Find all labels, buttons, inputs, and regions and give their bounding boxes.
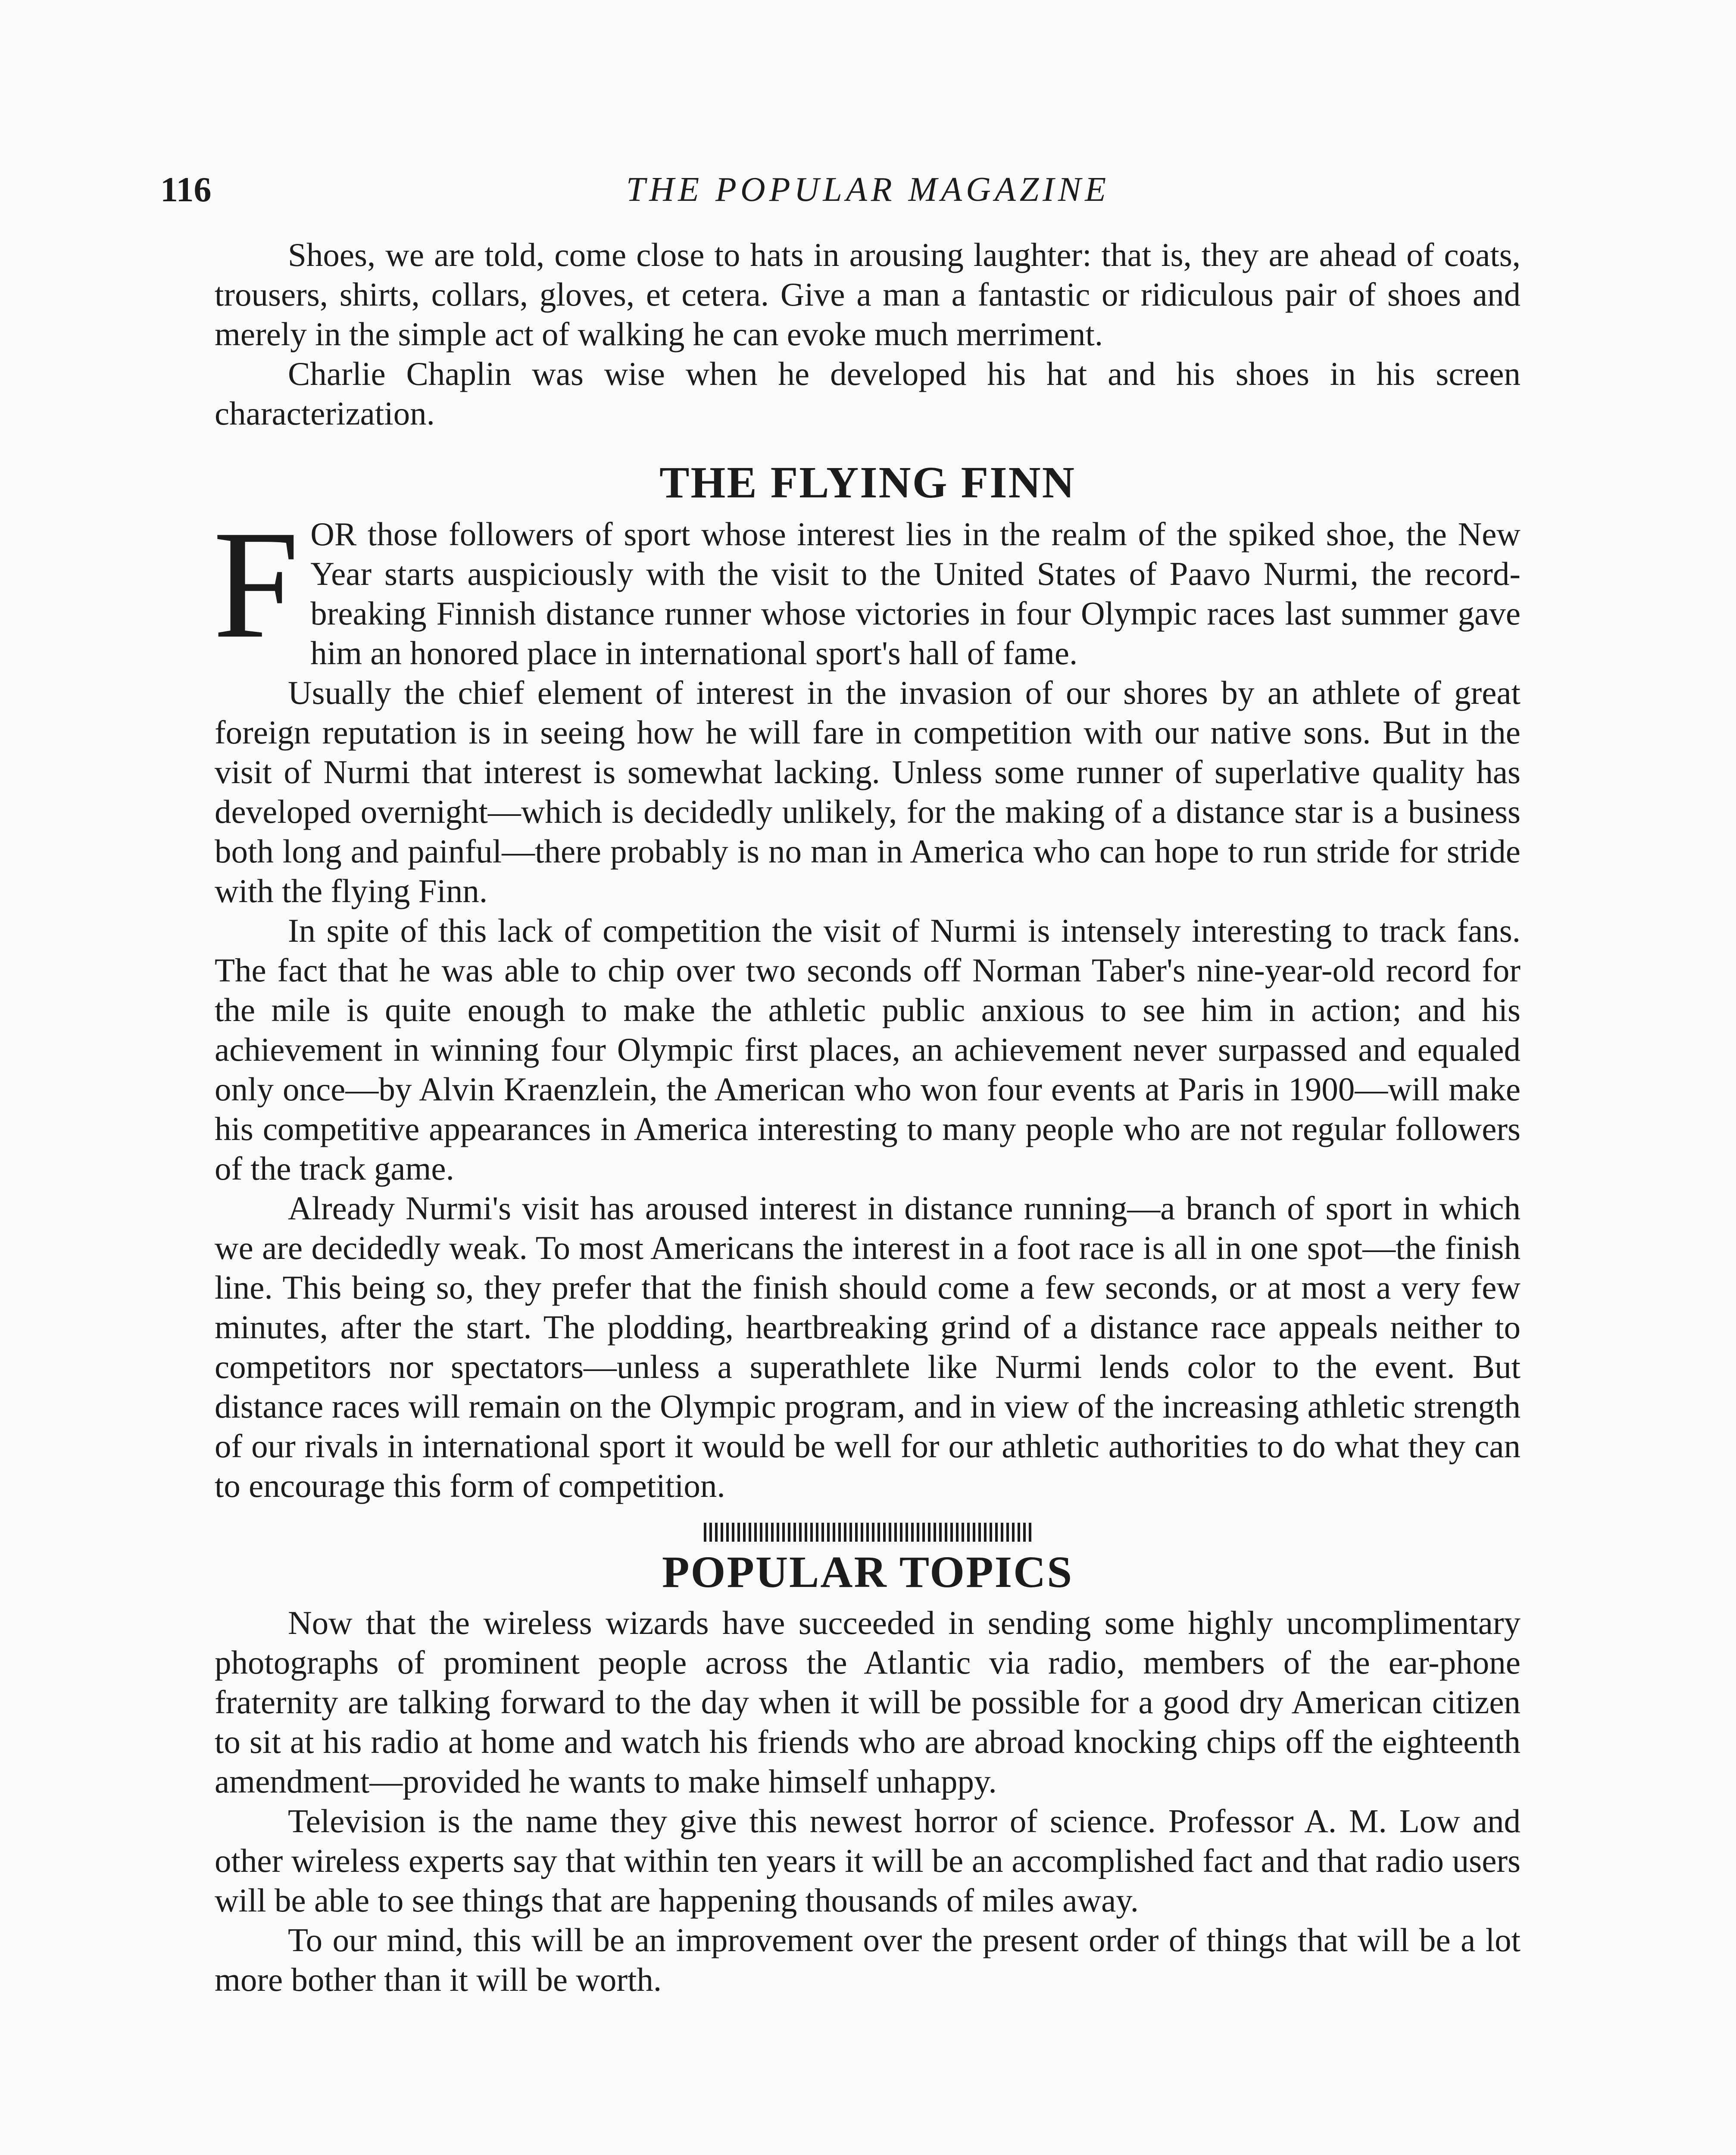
drop-cap: F <box>213 498 300 670</box>
topics-paragraph: To our mind, this will be an improvement over the present order of things that will be a lot more bother than it will be worth. <box>215 1921 1521 1998</box>
section-divider <box>704 1523 1031 1542</box>
running-head <box>0 166 1736 213</box>
text-column <box>215 235 1521 1999</box>
article-paragraph: In spite of this lack of competition the visit of Nurmi is intensely interesting to track fans. The fact that he was able to chip over two seconds off Norman Taber's nine-year-old record for the mile is quite enough to make the athletic public anxious to see him in action; and his achievement in winning four Olympic first places, an achievement never surpassed and equaled only once—by Alvin Kraenzlein, the American who won four events at Paris in 1900—will make his competitive appearances in America interesting to many people who are not regular followers of the track game. <box>215 912 1521 1187</box>
page-number: 116 <box>160 170 212 209</box>
section-heading-popular-topics: POPULAR TOPICS <box>662 1547 1074 1597</box>
intro-paragraph: Charlie Chaplin was wise when he developed his hat and his shoes in his screen characterization. <box>215 355 1521 432</box>
section-heading-flying-finn: THE FLYING FINN <box>659 458 1076 507</box>
topics-paragraph: Now that the wireless wizards have succeeded in sending some highly uncomplimentary photographs of prominent people across the Atlantic via radio, members of the ear-phone fraternity are talking forward to the day when it will be possible for a good dry American citizen to sit at his radio at home and watch his friends who are abroad knocking chips off the eighteenth amendment—provided he wants to make himself unhappy. <box>215 1604 1521 1800</box>
lead-paragraph <box>213 498 1521 673</box>
article-paragraph: Usually the chief element of interest in the invasion of our shores by an athlete of great foreign reputation is in seeing how he will fare in competition with our native sons. But in the visit of Nurmi that interest is somewhat lacking. Unless some runner of superlative quality has developed overnight—which is decidedly unlikely, for the making of a distance star is a business both long and painful—there probably is no man in America who can hope to run stride for stride with the flying Finn. <box>215 674 1521 909</box>
article-paragraph: Already Nurmi's visit has aroused interest in distance running—a branch of sport in which we are decidedly weak. To most Americans the interest in a foot race is all in one spot—the finish line. This being so, they prefer that the finish should come a few seconds, or at most a very few minutes, after the start. The plodding, heartbreaking grind of a distance race appeals neither to competitors nor spectators—unless a superathlete like Nurmi lends color to the event. But distance races will remain on the Olympic program, and in view of the increasing athletic strength of our rivals in international sport it would be well for our athletic authorities to do what they can to encourage this form of competition. <box>215 1190 1521 1504</box>
magazine-title: THE POPULAR MAGAZINE <box>626 171 1110 209</box>
lead-paragraph-text: OR those followers of sport whose interest lies in the realm of the spiked shoe, the New Year starts auspiciously with the visit to the United States of Paavo Nurmi, the record-breaking Finnish distance runner whose victories in four Olympic races last summer gave him an honored place in international sport's hall of fame. <box>310 515 1521 671</box>
intro-paragraph: Shoes, we are told, come close to hats in arousing laughter: that is, they are ahead of coats, trousers, shirts, collars, gloves, et cetera. Give a man a fantastic or ridiculous pair of shoes and merely in the simple act of walking he can evoke much merriment. <box>215 236 1521 353</box>
topics-paragraph: Television is the name they give this newest horror of science. Professor A. M. Low and other wireless experts say that within ten years it will be an accomplished fact and that radio users will be able to see things that are happening thousands of miles away. <box>215 1802 1521 1919</box>
